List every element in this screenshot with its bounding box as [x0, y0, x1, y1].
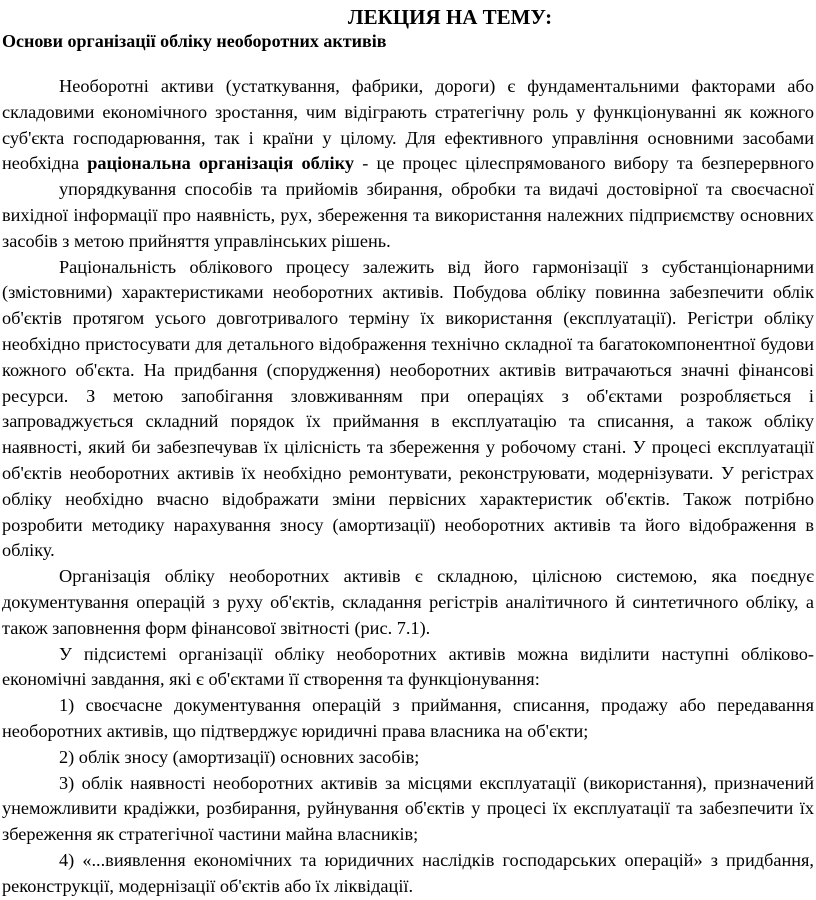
paragraph-subsystem: У підсистемі організації обліку необоротних активів можна виділити наступні обліково-економічні завдання, які є об'єктами її створення та функціонування: — [2, 643, 814, 690]
paragraph-intro-text: Необоротні активи (устаткування, фабрики, дороги) є фундаментальними факторами або складовими економічного зростання, чим відіграють стратегічну роль у функціонуванні як кожного суб'єкта господарювання, так і країни у цілому. Для ефективного управління основними засобами необхідна — [2, 76, 814, 174]
lecture-subtitle: Основи організації обліку необоротних активів — [2, 31, 387, 51]
paragraph-intro — [2, 74, 814, 177]
list-item-4: 4) «...виявлення економічних та юридичних наслідків господарських операцій» з придбання, реконструкції, модернізації об'єктів або їх ліквідації. — [2, 849, 814, 896]
paragraph-intro-tail: - це процес цілеспрямованого вибору та безперервного — [354, 153, 814, 174]
list-item-2: 2) облік зносу (амортизації) основних засобів; — [59, 746, 420, 767]
document-body — [2, 74, 814, 900]
paragraph-organization: Організація обліку необоротних активів є складною, цілісною системою, яка поєднує документування операцій з руху об'єктів, складання регістрів аналітичного й синтетичного обліку, а також заповнення форм фінансової звітності (рис. 7.1). — [2, 566, 814, 638]
list-item-1: 1) своєчасне документування операцій з приймання, списання, продажу або передавання необоротних активів, що підтверджує юридичні права власника на об'єкти; — [2, 695, 814, 741]
paragraph-rationality: Раціональність облікового процесу залежить від його гармонізації з субстанціонарними (змістовними) характеристиками необоротних активів. Побудова обліку повинна забезпечити облік об'єктів протягом усього довготривалого терміну їх використання (експлуатації). Регістри обліку необхідно пристосувати для детального відображення технічно складної та багатокомпонентної будови кожного об'єкта. На придбання (спорудження) необоротних активів витрачаються значні фінансові ресурси. З метою запобігання зловживанням при операціях з об'єктами розробляється і запроваджується складний порядок їх приймання в експлуатацію та списання, а також обліку наявності, який би забезпечував їх цілісність та збереження у робочому стані. У процесі експлуатації об'єктів необоротних активів їх необхідно ремонтувати, реконструювати, модернізувати. У регістрах обліку необхідно вчасно відображати зміни первісних характеристик об'єктів. Також потрібно розробити методику нарахування зносу (амортизації) необоротних активів та його відображення в обліку. — [2, 256, 814, 561]
list-item-3: 3) облік наявності необоротних активів за місцями експлуатації (використання), призначений унеможливити крадіжки, розбирання, руйнування об'єктів у процесі їх експлуатації та забезпечити їх збереження як стратегічної частини майна власників; — [2, 772, 814, 845]
paragraph-definition: упорядкування способів та прийомів збирання, обробки та видачі достовірної та своєчасної вихідної інформації про наявність, рух, збереження та використання належних підприємству основних засобів з метою прийняття управлінських рішень. — [2, 179, 814, 251]
lecture-title: ЛЕКЦИЯ НА ТЕМУ: — [347, 5, 553, 29]
paragraph-intro-bold-term: раціональна організація обліку — [87, 153, 355, 174]
